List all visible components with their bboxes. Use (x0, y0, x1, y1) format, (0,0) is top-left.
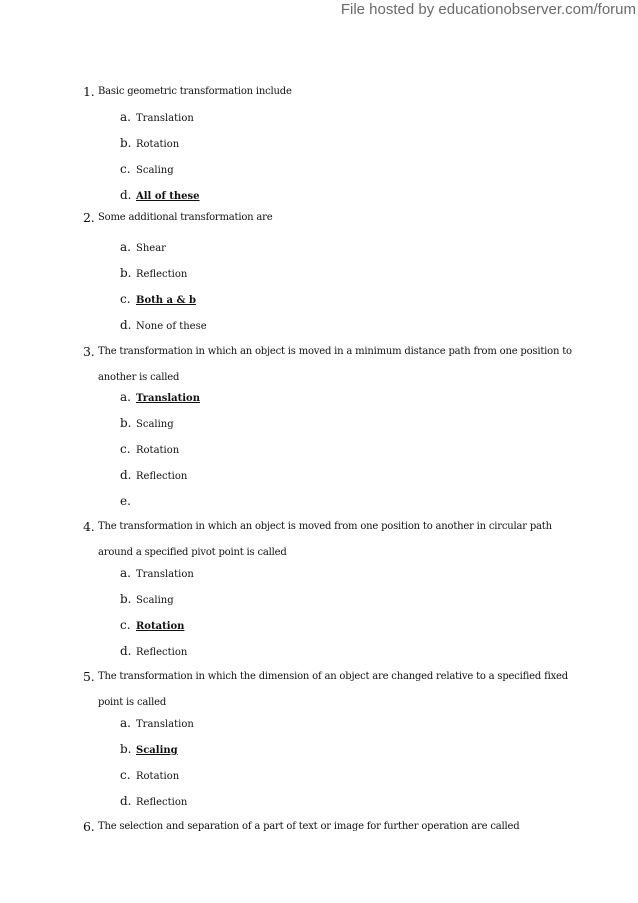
option-4c: c. Rotation (120, 618, 185, 632)
question-1 (83, 79, 586, 105)
option-4d: d. Reflection (120, 644, 188, 658)
option-1b: b. Rotation (120, 136, 180, 150)
correct-answer: Rotation (136, 621, 185, 632)
question-number: 1. (83, 84, 95, 99)
option-3e: e. (120, 494, 131, 508)
question-text: The transformation in which an object is moved from one position to another in circular path around a specified pivot point is called (98, 521, 552, 558)
option-2c: c. Both a & b (120, 292, 196, 306)
question-6 (83, 814, 586, 840)
question-number: 2. (83, 210, 95, 225)
option-5a: a. Translation (120, 716, 194, 730)
option-3c: c. Rotation (120, 442, 180, 456)
option-1a: a. Translation (120, 110, 194, 124)
question-text: The transformation in which an object is moved in a minimum distance path from one position to another is called (98, 346, 572, 383)
option-4b: b. Scaling (120, 592, 174, 606)
option-5c: c. Rotation (120, 768, 180, 782)
correct-answer: Translation (136, 393, 200, 404)
question-3 (83, 339, 586, 391)
option-5d: d. Reflection (120, 794, 188, 808)
option-1c: c. Scaling (120, 162, 174, 176)
correct-answer: All of these (136, 191, 200, 202)
option-2a: a. Shear (120, 240, 166, 254)
question-2 (83, 205, 586, 231)
question-5 (83, 664, 586, 716)
watermark: File hosted by educationobserver.com/forum (340, 1, 636, 18)
option-5b: b. Scaling (120, 742, 178, 756)
option-2d: d. None of these (120, 318, 207, 332)
option-3d: d. Reflection (120, 468, 188, 482)
question-number: 3. (83, 344, 95, 359)
option-1d: d. All of these (120, 188, 200, 202)
question-number: 6. (83, 819, 95, 834)
option-2b: b. Reflection (120, 266, 188, 280)
question-text: Basic geometric transformation include (98, 86, 292, 97)
option-3b: b. Scaling (120, 416, 174, 430)
question-text: The transformation in which the dimension of an object are changed relative to a specified fixed point is called (98, 671, 568, 708)
option-3a: a. Translation (120, 390, 200, 404)
question-number: 5. (83, 669, 95, 684)
correct-answer: Both a & b (136, 295, 196, 306)
question-number: 4. (83, 519, 95, 534)
question-4 (83, 514, 586, 566)
option-4a: a. Translation (120, 566, 194, 580)
question-text: The selection and separation of a part of text or image for further operation are called (98, 821, 520, 832)
correct-answer: Scaling (136, 745, 178, 756)
question-text: Some additional transformation are (98, 212, 273, 223)
